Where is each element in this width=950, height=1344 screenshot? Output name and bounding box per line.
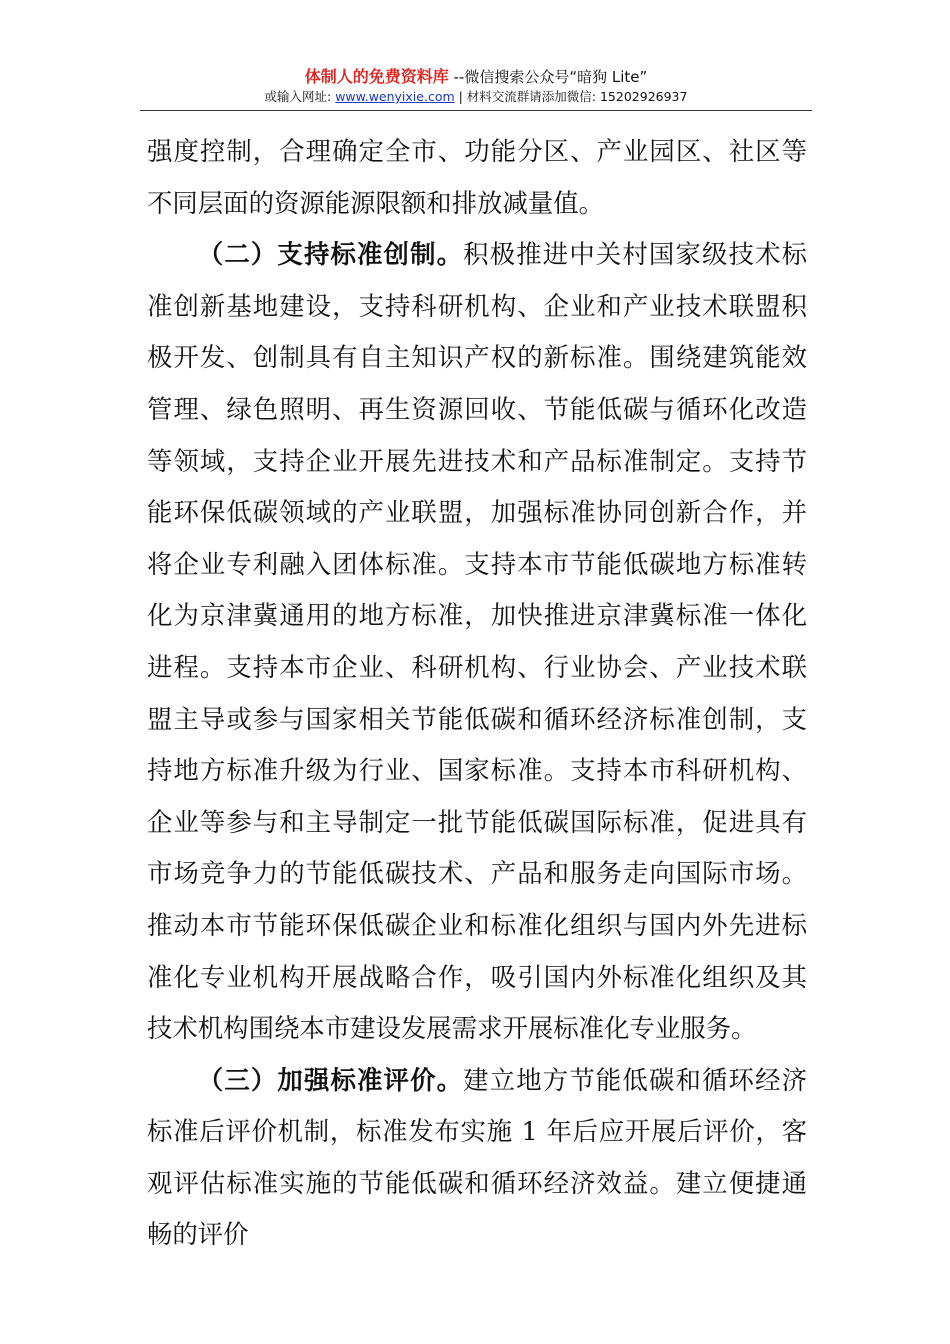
header-tagline: --微信搜索公众号“暗狗 Lite” xyxy=(448,68,648,86)
paragraph-continuation xyxy=(147,126,807,229)
header-contact: | 材料交流群请添加微信: 15202926937 xyxy=(454,89,688,104)
site-name: 体制人的免费资料库 xyxy=(304,67,449,86)
paragraph-standard-creation xyxy=(147,229,807,1055)
header-title-line xyxy=(140,66,812,88)
paragraph-text: 建立地方节能低碳和循环经济标准后评价机制，标准发布实施 1 年后应开展后评价，客观评估标准实施的节能低碳和循环经济效益。建立便捷通畅的评价 xyxy=(147,1064,808,1250)
website-link[interactable]: www.wenyixie.com xyxy=(335,89,455,104)
paragraph-text: 积极推进中关村国家级技术标准创新基地建设，支持科研机构、企业和产业技术联盟积极开发、创制具有自主知识产权的新标准。围绕建筑能效管理、绿色照明、再生资源回收、节能低碳与循环化改造等领域，支持企业开展先进技术和产品标准制定。支持节能环保低碳领域的产业联盟，加强标准协同创新合作，并将企业专利融入团体标准。支持本市节能低碳地方标准转化为京津冀通用的地方标准，加快推进京津冀标准一体化进程。支持本市企业、科研机构、行业协会、产业技术联盟主导或参与国家相关节能低碳和循环经济标准创制，支持地方标准升级为行业、国家标准。支持本市科研机构、企业等参与和主导制定一批节能低碳国际标准，促进具有市场竞争力的节能低碳技术、产品和服务走向国际市场。推动本市节能环保低碳企业和标准化组织与国内外先进标准化专业机构开展战略合作，吸引国内外标准化组织及其技术机构围绕本市建设发展需求开展标准化专业服务。 xyxy=(147,239,808,1044)
document-body xyxy=(147,126,807,1261)
url-prefix: 或输入网址: xyxy=(264,89,336,104)
paragraph-heading: （二）支持标准创制。 xyxy=(197,239,464,270)
page-header xyxy=(140,66,812,106)
paragraph-text: 强度控制，合理确定全市、功能分区、产业园区、社区等不同层面的资源能源限额和排放减量值。 xyxy=(147,136,807,218)
paragraph-heading: （三）加强标准评价。 xyxy=(197,1064,464,1095)
header-divider xyxy=(140,110,812,111)
header-info-line xyxy=(140,88,812,106)
paragraph-standard-evaluation xyxy=(147,1055,807,1261)
